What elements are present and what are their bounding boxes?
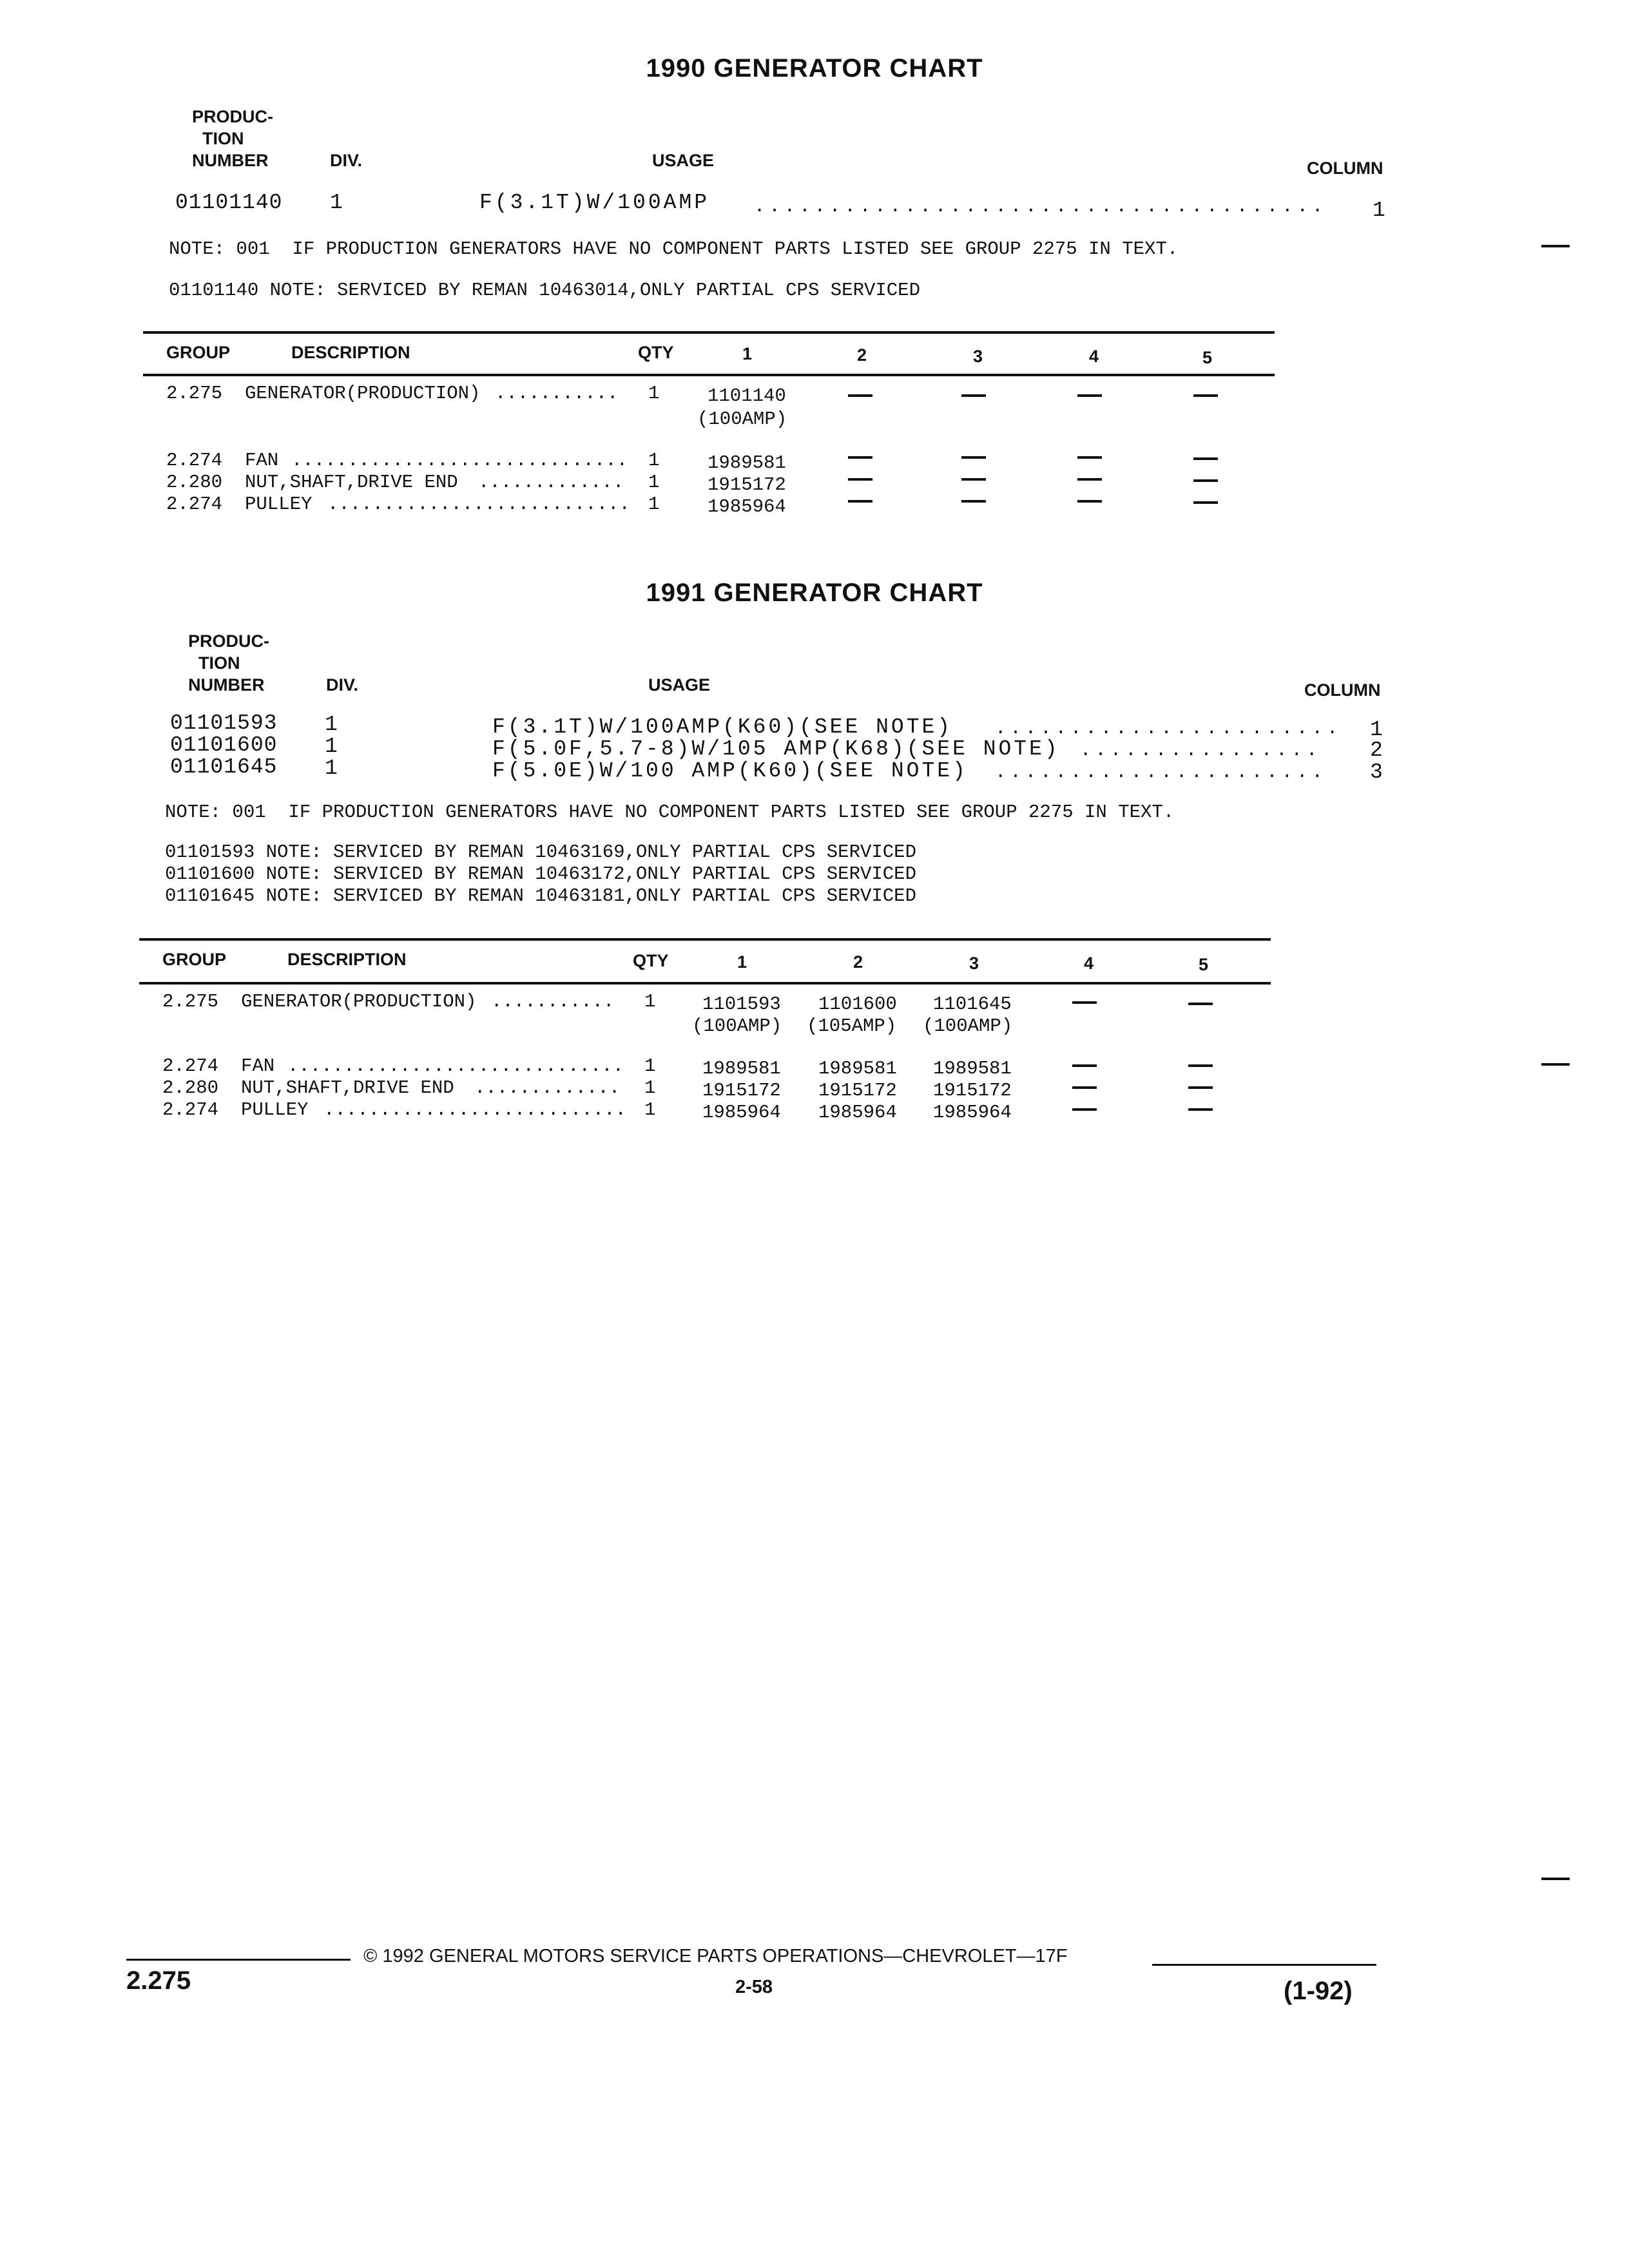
- section-number: 2.275: [126, 1966, 191, 1995]
- col2-header: 2: [853, 952, 863, 972]
- app-number: 01101593: [170, 711, 278, 735]
- column-header: COLUMN: [1307, 159, 1383, 178]
- dash: [1193, 501, 1218, 504]
- app-div: 1: [325, 735, 338, 758]
- row-col1-sub: (100AMP): [697, 408, 787, 430]
- chart-1991-title: 1991 GENERATOR CHART: [646, 579, 983, 607]
- row-group: 2.275: [162, 991, 219, 1012]
- service-note: 01101645 NOTE: SERVICED BY REMAN 10463181,ONLY PARTIAL CPS SERVICED: [165, 885, 916, 907]
- row-dots: ...........................: [323, 1099, 626, 1120]
- col3-header: 3: [969, 954, 979, 973]
- row-dots: ...........: [495, 383, 619, 404]
- dash: [1072, 1086, 1097, 1089]
- row-dots: ..............................: [287, 1055, 624, 1077]
- col4-header: 4: [1084, 954, 1094, 973]
- row-group: 2.280: [166, 472, 223, 493]
- row-col2: 1101600: [818, 994, 897, 1015]
- dash: [848, 456, 872, 459]
- usage-header: USAGE: [652, 151, 715, 170]
- row-col3: 1985964: [933, 1102, 1012, 1123]
- row-col4-dash: [1077, 394, 1102, 397]
- service-note: 01101600 NOTE: SERVICED BY REMAN 10463172,ONLY PARTIAL CPS SERVICED: [165, 863, 916, 885]
- row-col2: 1989581: [818, 1058, 897, 1079]
- row-col5-dash: [1188, 1003, 1213, 1005]
- dash: [961, 456, 986, 459]
- row-col1: 1985964: [702, 1102, 781, 1123]
- row-col3: 1989581: [933, 1058, 1012, 1079]
- description-header: DESCRIPTION: [291, 343, 410, 362]
- row-group: 2.280: [162, 1077, 219, 1099]
- row-description: PULLEY: [241, 1099, 309, 1120]
- page-number: 2-58: [735, 1977, 773, 1997]
- row-col2-sub: (105AMP): [807, 1015, 897, 1037]
- column-header: COLUMN: [1304, 680, 1381, 700]
- group-header: GROUP: [162, 950, 227, 969]
- dash: [1072, 1108, 1097, 1111]
- row-group: 2.274: [166, 494, 223, 515]
- number-header: NUMBER: [192, 151, 269, 170]
- div-header: DIV.: [326, 675, 359, 695]
- qty-header: QTY: [633, 951, 669, 970]
- dash: [848, 500, 872, 503]
- row-col2: 1915172: [818, 1080, 897, 1101]
- usage-header: USAGE: [648, 675, 711, 695]
- row-dots: .............: [478, 472, 624, 493]
- col1-header: 1: [737, 952, 747, 972]
- row-col1: 1101593: [702, 994, 781, 1015]
- app-column: 3: [1370, 760, 1383, 784]
- row-description: FAN: [245, 450, 279, 471]
- row-description: GENERATOR(PRODUCTION): [245, 383, 481, 404]
- service-note: 01101140 NOTE: SERVICED BY REMAN 10463014,ONLY PARTIAL CPS SERVICED: [169, 280, 920, 301]
- row-group: 2.275: [166, 383, 223, 404]
- app-usage: F(5.0E)W/100 AMP(K60)(SEE NOTE): [492, 759, 968, 783]
- dash: [1188, 1064, 1213, 1067]
- qty-header: QTY: [638, 343, 674, 362]
- dash: [1077, 500, 1102, 503]
- row-qty: 1: [644, 1099, 656, 1120]
- production-header-line2: TION: [202, 129, 244, 148]
- dash: [1077, 478, 1102, 481]
- row-group: 2.274: [162, 1055, 219, 1077]
- col3-header: 3: [973, 347, 983, 366]
- footer-rule-right: [1152, 1964, 1376, 1966]
- production-note: NOTE: 001 IF PRODUCTION GENERATORS HAVE NO COMPONENT PARTS LISTED SEE GROUP 2275 IN TEXT.: [169, 238, 1179, 260]
- row-col1: 1985964: [708, 496, 786, 517]
- row-col1: 1989581: [702, 1058, 781, 1079]
- row-description: NUT,SHAFT,DRIVE END: [241, 1077, 454, 1099]
- number-header: NUMBER: [188, 675, 265, 695]
- row-dots: .............: [474, 1077, 621, 1099]
- chart-1990-title: 1990 GENERATOR CHART: [646, 54, 983, 82]
- app-dots: ................: [1080, 740, 1322, 761]
- row-description: NUT,SHAFT,DRIVE END: [245, 472, 458, 493]
- dash: [961, 478, 986, 481]
- app-column: 1: [1373, 198, 1386, 222]
- production-header-line1: PRODUC-: [188, 631, 269, 651]
- row-description: GENERATOR(PRODUCTION): [241, 991, 477, 1012]
- row-description: FAN: [241, 1055, 275, 1077]
- footer-rule-left: [126, 1959, 351, 1961]
- app-dots: ......................: [995, 762, 1327, 783]
- row-col5-dash: [1193, 394, 1218, 397]
- row-qty: 1: [644, 1077, 656, 1099]
- row-qty: 1: [644, 991, 656, 1012]
- row-col1: 1101140: [708, 385, 786, 407]
- app-number: 01101645: [170, 755, 278, 779]
- app-dots: .......................: [995, 718, 1342, 739]
- col5-header: 5: [1199, 955, 1209, 974]
- row-dots: ...........: [491, 991, 615, 1012]
- row-col3-sub: (100AMP): [923, 1015, 1013, 1037]
- description-header: DESCRIPTION: [287, 950, 407, 969]
- app-div: 1: [330, 191, 343, 215]
- table-header-rule: [143, 374, 1275, 376]
- row-col3-dash: [961, 394, 986, 397]
- row-description: PULLEY: [245, 494, 313, 515]
- app-usage: F(3.1T)W/100AMP(K60)(SEE NOTE): [492, 715, 953, 739]
- col2-header: 2: [857, 345, 867, 365]
- margin-tick: [1541, 1878, 1570, 1880]
- row-qty: 1: [648, 494, 660, 515]
- row-col3: 1101645: [933, 994, 1012, 1015]
- row-group: 2.274: [166, 450, 223, 471]
- dash: [1193, 479, 1218, 482]
- row-col1: 1915172: [702, 1080, 781, 1101]
- revision-date: (1-92): [1284, 1977, 1353, 2005]
- col4-header: 4: [1089, 347, 1099, 366]
- row-col1: 1915172: [708, 474, 786, 495]
- dash: [1072, 1064, 1097, 1067]
- production-note: NOTE: 001 IF PRODUCTION GENERATORS HAVE NO COMPONENT PARTS LISTED SEE GROUP 2275 IN TEXT.: [165, 802, 1175, 823]
- row-qty: 1: [648, 472, 660, 493]
- row-dots: ..............................: [291, 450, 628, 471]
- row-col4-dash: [1072, 1001, 1097, 1004]
- row-group: 2.274: [162, 1099, 219, 1120]
- row-col1-sub: (100AMP): [692, 1015, 782, 1037]
- dash: [1077, 456, 1102, 459]
- app-div: 1: [325, 756, 338, 780]
- margin-tick: [1541, 1063, 1570, 1066]
- app-usage: F(3.1T)W/100AMP: [479, 191, 710, 215]
- table-top-rule: [143, 331, 1275, 334]
- col5-header: 5: [1202, 348, 1213, 367]
- row-col1: 1989581: [708, 452, 786, 474]
- row-qty: 1: [648, 450, 660, 471]
- service-note: 01101593 NOTE: SERVICED BY REMAN 10463169,ONLY PARTIAL CPS SERVICED: [165, 841, 916, 863]
- row-qty: 1: [644, 1055, 656, 1077]
- row-qty: 1: [648, 383, 660, 404]
- app-column: 1: [1370, 718, 1383, 742]
- app-usage: F(5.0F,5.7-8)W/105 AMP(K68)(SEE NOTE): [492, 737, 1060, 761]
- dash: [1193, 457, 1218, 460]
- row-col3: 1915172: [933, 1080, 1012, 1101]
- app-number: 01101140: [175, 191, 283, 215]
- production-header-line1: PRODUC-: [192, 107, 273, 126]
- app-dots: ......................................: [754, 196, 1327, 217]
- dash: [1188, 1086, 1213, 1089]
- copyright-line: © 1992 GENERAL MOTORS SERVICE PARTS OPERATIONS—CHEVROLET—17F: [363, 1946, 1068, 1966]
- table-top-rule: [139, 938, 1271, 941]
- table-header-rule: [139, 982, 1271, 985]
- group-header: GROUP: [166, 343, 231, 362]
- production-header-line2: TION: [198, 653, 240, 673]
- row-col2: 1985964: [818, 1102, 897, 1123]
- app-div: 1: [325, 713, 338, 736]
- margin-tick: [1541, 245, 1570, 247]
- dash: [961, 500, 986, 503]
- dash: [1188, 1108, 1213, 1111]
- dash: [848, 478, 872, 481]
- div-header: DIV.: [330, 151, 363, 170]
- row-col2-dash: [848, 394, 872, 397]
- col1-header: 1: [742, 344, 753, 363]
- app-number: 01101600: [170, 733, 278, 757]
- row-dots: ...........................: [327, 494, 630, 515]
- app-column: 2: [1370, 738, 1383, 762]
